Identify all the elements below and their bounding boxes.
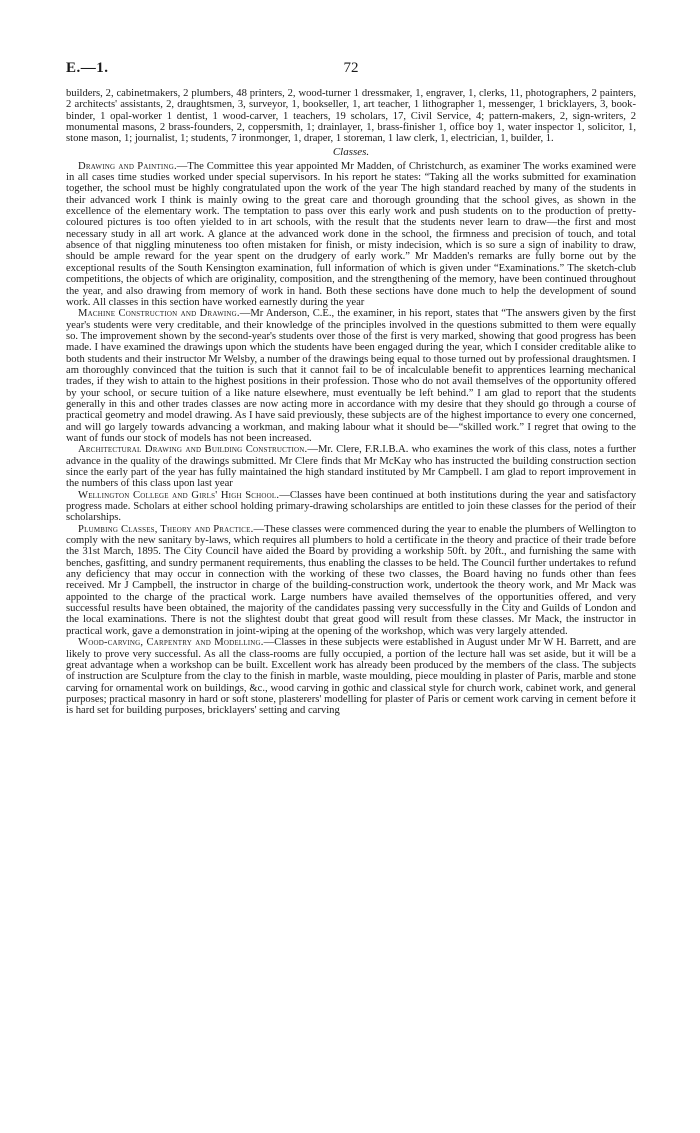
document-page: [66, 60, 636, 717]
paragraph-body: —The Committee this year appointed Mr Madden, of Christchurch, as examiner The works examined were in all cases time studies worked under special supervisors. In his report he states: “Taking all the works submitted for examination together, the school must be highly congratulated upon the work of the year The high standard reached by many of the students in their advanced work I think is mainly owing to the great care and thorough grounding that the school gives, as shown in the excellence of the elementary work. The temptation to pass over this early work and push students on to the production of pretty-coloured pictures is too often yielded to in art schools, with the result that the students never learn to draw—the first and most necessary study in all art work. A glance at the advanced work done in the school, the firmness and precision of touch, and total absence of that niggling minuteness too often mistaken for finish, or misty indecision, which is so sure a sign of inability to draw, should be ample reward for the year spent on the drudgery of early work.” Mr Madden's remarks are fully borne out by the exceptional results of the South Kensington examination, full information of which is given under “Examinations.” The sketch-club competitions, the objects of which are originality, composition, and the strengthening of the memory, have been continued throughout the year, and also drawing from memory of work in hand. Both these sections have done much to help the development of sound work. All classes in this section have worked earnestly during the year: [66, 160, 636, 308]
page-number: 72: [343, 60, 359, 76]
paragraph-plumbing-classes: [66, 524, 636, 637]
paragraph-drawing-painting: [66, 161, 636, 308]
page-header: [66, 60, 636, 88]
paragraph-heading: Machine Construction and Drawing.: [78, 308, 240, 320]
occupations-list-paragraph: builders, 2, cabinetmakers, 2 plumbers, 48 printers, 2, wood-turner 1 dressmaker, 1, engraver, 1, clerks, 11, photographers, 2 painters, 2 architects' assistants, 2, draughtsmen, 3, surveyor, 1, bookseller, 1, art teacher, 1 lithographer 1, messenger, 1 bricklayers, 3, book-binder, 1 opal-worker 1 dentist, 1 wood-carver, 1 teachers, 19 scholars, 17, Civil Service, 4; pattern-makers, 2, sign-writers, 2 monumental masons, 2 brass-founders, 2, coppersmith, 1; drainlayer, 1, brass-finisher 1, office boy 1, water inspector 1, solicitor, 1, stone mason, 1; journalist, 1; students, 7 ironmonger, 1, draper, 1 storeman, 1 law clerk, 1, electrician, 1, builder, 1.: [66, 88, 636, 145]
paragraph-body: —Classes in these subjects were established in August under Mr W H. Barrett, and are likely to prove very successful. As all the class-rooms are fully occupied, a portion of the lecture hall was set aside, but it will be a great advantage when a workshop can be built. Excellent work has already been produced by the members of the class. The subjects of instruction are Sculpture from the clay to the finish in marble, waste moulding, piece moulding in plaster of Paris, marble and stone carving for ornamental work on buildings, &c., wood carving in gothic and classical style for church work, cabinet work, and general purposes; practical masonry in hard or soft stone, plasterers' modelling for plaster of Paris or cement work carving in cement before it is hard set for building purposes, bricklayers' setting and carving: [66, 637, 636, 717]
paragraph-heading: Plumbing Classes, Theory and Practice.: [78, 523, 254, 535]
paragraph-body: —Classes have been continued at both institutions during the year and satisfactory progress made. Scholars at either school holding primary-drawing scholarships are entitled to join these classes for the period of their scholarships.: [66, 489, 636, 524]
paragraph-heading: Drawing and Painting.: [78, 160, 177, 172]
paragraph-body: —These classes were commenced during the year to enable the plumbers of Wellington to comply with the new sanitary by-laws, which requires all plumbers to hold a certificate in the theory and practice of their trade before the 31st March, 1895. The City Council have aided the Board by providing a workship 50ft. by 20ft., and furnishing the same with benches, gasfitting, and sundry permanent requirements, thus enabling the classes to be held. The Council further undertakes to refund any deficiency that may occur in connection with the working of these two classes, the Board having no funds other than fees received. Mr J Campbell, the instructor in charge of the building-construction work, undertook the theory work, and Mr Mack was appointed to the charge of the practical work. Large numbers have availed themselves of the opportunities offered, and very successful results have been obtained, the majority of the candidates passing very successfully in the City and Guilds of London and the local examinations. There is not the slightest doubt that great good will result from these classes. Mr Mack, the instructor in practical work, gave a demonstration in joint-wiping at the opening of the workshop, which was very largely attended.: [66, 523, 636, 637]
paragraph-body: —Mr. Clere, F.R.I.B.A. who examines the work of this class, notes a further advance in the quality of the drawings submitted. Mr Clere finds that Mr McKay who has instructed the building construction section since the early part of the year has fully maintained the high standard instituted by Mr Campbell. I am glad to report improvement in the numbers of this class upon last year: [66, 444, 636, 490]
paragraph-body: —Mr Anderson, C.E., the examiner, in his report, states that “The answers given by the first year's students were very creditable, and their knowledge of the principles involved in the questions submitted to them were equally so. The improvement shown by the second-year's students over those of the first is very marked, showing that good progress has been made. I have examined the drawings upon which the students have been engaged during the year, which I consider creditable alike to both students and their instructor Mr Welsby, a number of the drawings being equal to those turned out by professional draughtsmen. I am thoroughly convinced that the tuition is such that it cannot fail to be of incalculable benefit to apprentices learning mechanical trades, if they wish to attain to the highest positions in their profession. Those who do not avail themselves of the opportunity offered by your school, or secure tuition of a like nature elsewhere, must eventually be left behind.” I am glad to report that the students generally in this and other trades classes are now acting more in accordance with my desire that they should go through a course of practical geometry and model drawing. As I have said previously, these subjects are of the highest importance to every one concerned, and will go largely towards advancing a workman, and making labour what it should be—“skilled work.” I regret that owing to the want of funds our stock of models has not been increased.: [66, 308, 637, 444]
paragraph-wood-carving: [66, 637, 636, 716]
paragraph-heading: Wellington College and Girls' High School.: [78, 489, 280, 501]
paragraph-machine-construction: [66, 308, 636, 444]
paragraph-wellington-college: [66, 490, 636, 524]
paragraph-architectural-drawing: [66, 444, 636, 489]
document-reference: E.—1.: [66, 60, 109, 76]
paragraph-heading: Architectural Drawing and Building Construction.: [78, 444, 308, 456]
section-title: Classes.: [332, 145, 370, 158]
paragraph-heading: Wood-carving, Carpentry and Modelling.: [78, 637, 264, 649]
